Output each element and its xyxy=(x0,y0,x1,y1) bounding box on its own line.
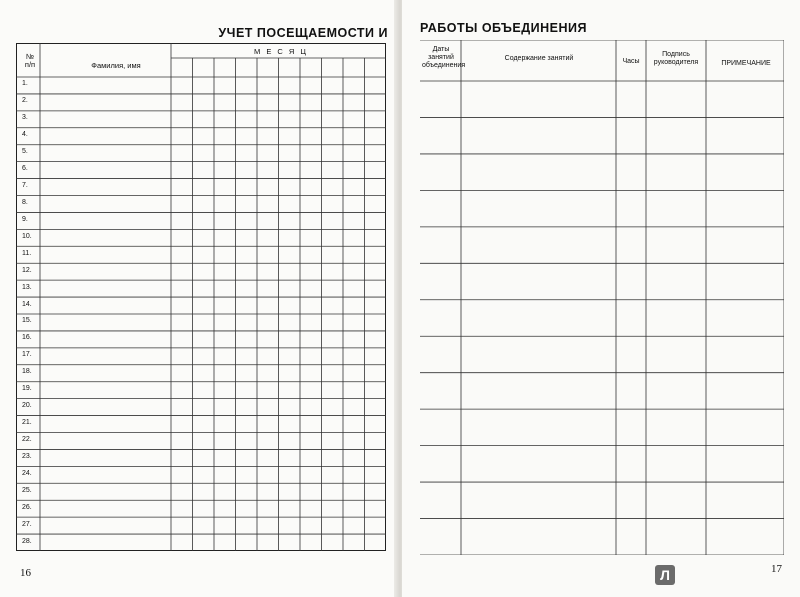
row-number: 27. xyxy=(22,520,32,528)
row-number: 20. xyxy=(22,402,32,410)
left-page-number: 16 xyxy=(20,567,31,579)
row-number: 28. xyxy=(22,537,32,545)
row-number: 1. xyxy=(22,80,28,88)
row-number: 2. xyxy=(22,97,28,105)
row-number: 11. xyxy=(22,249,32,257)
row-number: 16. xyxy=(22,334,32,342)
row-number: 10. xyxy=(22,232,32,240)
row-number: 17. xyxy=(22,351,32,359)
left-page-title: УЧЕТ ПОСЕЩАЕМОСТИ И xyxy=(218,26,388,40)
journal-grid xyxy=(420,40,784,555)
right-page-number: 17 xyxy=(771,563,782,575)
left-page xyxy=(0,0,398,597)
attendance-table xyxy=(16,43,386,551)
row-number: 22. xyxy=(22,435,32,443)
row-number: 26. xyxy=(22,503,32,511)
header-dates: Даты занятий объединения xyxy=(422,46,466,69)
right-page xyxy=(402,0,800,597)
header-signature: Подпись руководителя xyxy=(653,51,699,66)
header-note: ПРИМЕЧАНИЕ xyxy=(721,60,771,67)
header-hours: Часы xyxy=(622,58,640,65)
header-month: М Е С Я Ц xyxy=(254,47,308,56)
row-number: 6. xyxy=(22,165,28,173)
header-number: № п/п xyxy=(24,52,36,69)
row-number: 12. xyxy=(22,266,32,274)
journal-table xyxy=(420,40,784,555)
row-number: 25. xyxy=(22,486,32,494)
row-number: 23. xyxy=(22,452,32,460)
row-number: 19. xyxy=(22,385,32,393)
row-number: 15. xyxy=(22,317,32,325)
row-number: 8. xyxy=(22,198,28,206)
publisher-logo-icon: Л xyxy=(655,565,675,585)
row-number: 18. xyxy=(22,368,32,376)
row-number: 5. xyxy=(22,148,28,156)
right-page-title: РАБОТЫ ОБЪЕДИНЕНИЯ xyxy=(420,21,588,35)
row-number: 14. xyxy=(22,300,32,308)
row-number: 13. xyxy=(22,283,32,291)
row-number: 4. xyxy=(22,131,28,139)
row-number: 9. xyxy=(22,215,28,223)
row-number: 3. xyxy=(22,114,28,122)
row-number: 24. xyxy=(22,469,32,477)
row-number: 7. xyxy=(22,182,28,190)
row-number: 21. xyxy=(22,419,32,427)
header-content: Содержание занятий xyxy=(504,55,574,62)
header-name: Фамилия, имя xyxy=(91,61,141,70)
attendance-grid xyxy=(16,43,386,551)
